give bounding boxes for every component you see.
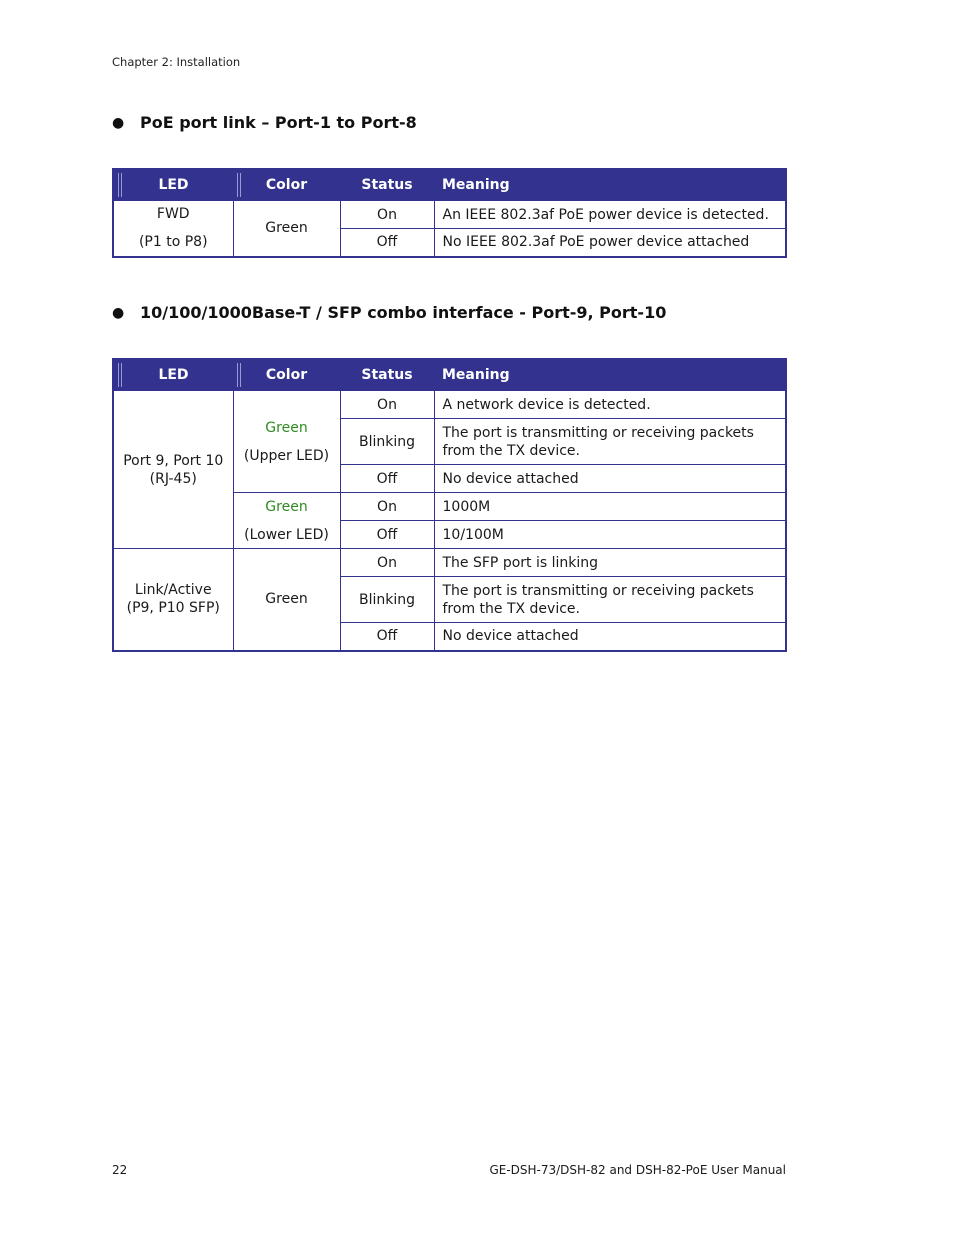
led-range: (P1 to P8) — [138, 234, 208, 251]
led-cell: Link/Active (P9, P10 SFP) — [113, 549, 233, 651]
color-cell — [233, 391, 340, 493]
status-cell: Blinking — [340, 577, 434, 623]
section2-heading — [112, 303, 666, 322]
chapter-label: Chapter 2: Installation — [112, 55, 241, 69]
color-cell — [233, 493, 340, 549]
status-cell: Off — [340, 521, 434, 549]
color-cell: Green — [233, 201, 340, 257]
table-row — [113, 201, 786, 229]
meaning-cell: No device attached — [434, 465, 786, 493]
table-header-row — [113, 169, 786, 201]
col-led: LED — [113, 169, 233, 201]
bullet-icon: ● — [112, 114, 125, 131]
col-led: LED — [113, 359, 233, 391]
col-color: Color — [233, 169, 340, 201]
meaning-cell: The port is transmitting or receiving packets from the TX device. — [434, 577, 786, 623]
status-cell: On — [340, 549, 434, 577]
combo-led-table — [112, 358, 787, 652]
poe-led-table — [112, 168, 787, 258]
table-row — [113, 391, 786, 419]
meaning-cell: A network device is detected. — [434, 391, 786, 419]
meaning-cell: 10/100M — [434, 521, 786, 549]
col-meaning: Meaning — [434, 169, 786, 201]
section2-heading-text: 10/100/1000Base-T / SFP combo interface - Port-9, Port-10 — [140, 303, 667, 322]
status-cell: On — [340, 493, 434, 521]
status-cell: On — [340, 201, 434, 229]
page-number: 22 — [112, 1163, 128, 1177]
table-row — [113, 549, 786, 577]
col-status: Status — [340, 169, 434, 201]
led-cell — [113, 201, 233, 257]
col-color: Color — [233, 359, 340, 391]
color-name: Green — [265, 498, 308, 515]
led-name: FWD — [156, 206, 190, 223]
bullet-icon: ● — [112, 304, 125, 321]
status-cell: Off — [340, 623, 434, 651]
meaning-cell: 1000M — [434, 493, 786, 521]
col-status: Status — [340, 359, 434, 391]
status-cell: Off — [340, 465, 434, 493]
color-sub: (Lower LED) — [244, 526, 329, 543]
meaning-cell: The SFP port is linking — [434, 549, 786, 577]
table-header-row — [113, 359, 786, 391]
section1-heading — [112, 113, 417, 132]
color-cell: Green — [233, 549, 340, 651]
col-meaning: Meaning — [434, 359, 786, 391]
status-cell: Off — [340, 229, 434, 257]
status-cell: On — [340, 391, 434, 419]
status-cell: Blinking — [340, 419, 434, 465]
led-cell: Port 9, Port 10 (RJ-45) — [113, 391, 233, 549]
section1-heading-text: PoE port link – Port-1 to Port-8 — [140, 113, 417, 132]
meaning-cell: An IEEE 802.3af PoE power device is detected. — [434, 201, 786, 229]
color-name: Green — [265, 419, 308, 436]
color-sub: (Upper LED) — [243, 447, 330, 464]
manual-title: GE-DSH-73/DSH-82 and DSH-82-PoE User Manual — [489, 1163, 786, 1177]
meaning-cell: The port is transmitting or receiving packets from the TX device. — [434, 419, 786, 465]
meaning-cell: No IEEE 802.3af PoE power device attached — [434, 229, 786, 257]
meaning-cell: No device attached — [434, 623, 786, 651]
